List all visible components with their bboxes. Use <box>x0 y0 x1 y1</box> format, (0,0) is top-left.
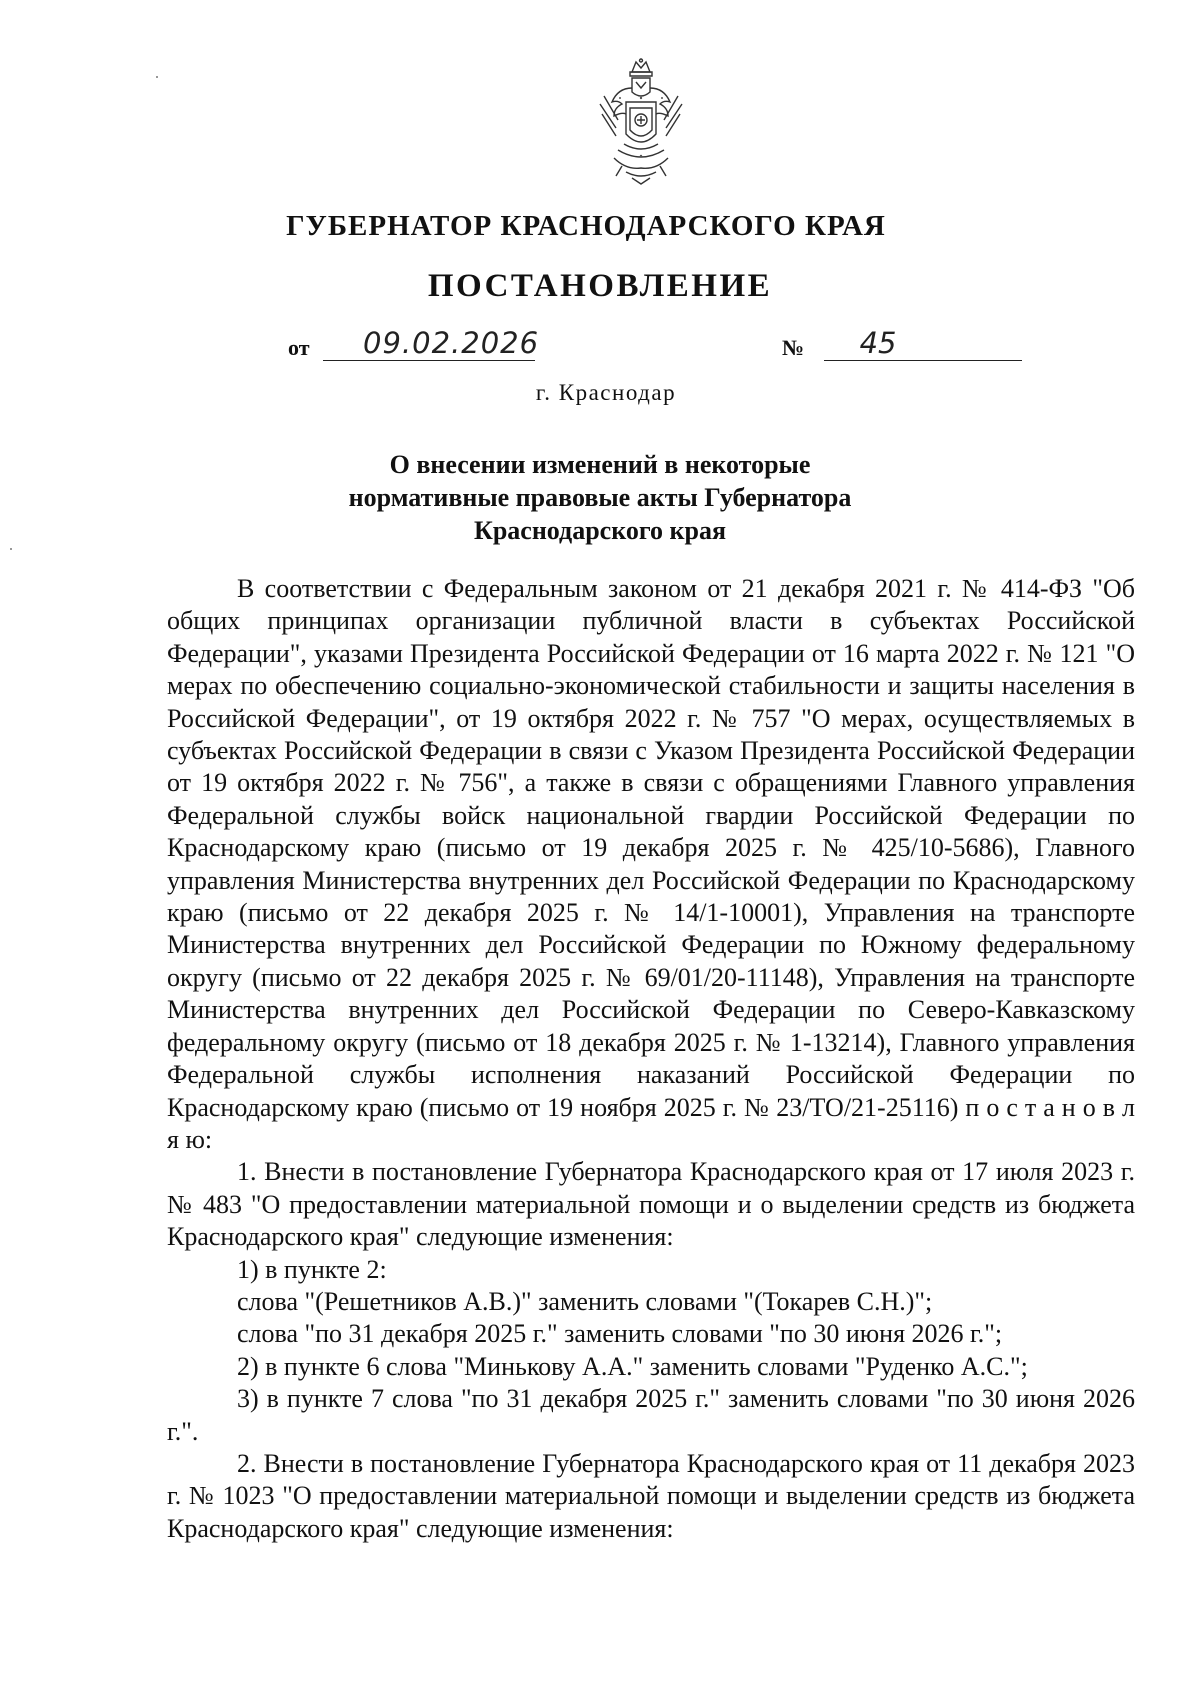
title-line: Краснодарского края <box>473 516 727 545</box>
list-item: 1) в пункте 2: <box>237 1254 387 1284</box>
number-field <box>782 326 1022 361</box>
scan-speck <box>156 76 158 78</box>
coat-of-arms-icon <box>596 58 686 186</box>
handwritten-date: 09.02.2026 <box>363 326 540 360</box>
date-prefix: от <box>288 335 310 360</box>
city: г. Краснодар <box>535 380 677 405</box>
title-line: О внесении изменений в некоторые <box>389 450 811 479</box>
number-underline <box>824 326 1022 361</box>
list-item: слова "(Решетников А.В.)" заменить словами "(Токарев С.Н.)"; <box>237 1286 933 1316</box>
issuing-authority: ГУБЕРНАТОР КРАСНОДАРСКОГО КРАЯ <box>286 210 886 242</box>
list-item: 3) в пункте 7 слова "по 31 декабря 2025 г." заменить словами "по 30 июня 2026 г.". <box>167 1384 1135 1446</box>
date-field <box>288 326 540 361</box>
title-line: нормативные правовые акты Губернатора <box>348 483 852 512</box>
scan-speck <box>10 548 12 550</box>
document-type: ПОСТАНОВЛЕНИЕ <box>427 268 773 304</box>
preamble-paragraph <box>167 573 1135 1156</box>
number-prefix: № <box>782 335 805 360</box>
document-title <box>0 448 1200 547</box>
preamble-text: В соответствии с Федеральным законом от 21 декабря 2021 г. № 414-ФЗ "Об общих принципах организации публичной власти в субъектах Российской Федерации", указами Президента Российской Федерации от 16 марта 2022 г. № 121 "О мерах по обеспечению социально-экономической стабильности и защиты населения в Российской Федерации", от 19 октября 2022 г. № 757 "О мерах, осуществляемых в субъектах Российской Федерации в связи с Указом Президента Российской Федерации от 19 октября 2022 г. № 756", а также в связи с обращениями Главного управления Федеральной службы войск национальной гвардии Российской Федерации по Краснодарскому краю (письмо от 19 декабря 2025 г. № 425/10-5686), Главного управления Министерства внутренних дел Российской Федерации по Краснодарскому краю (письмо от 22 декабря 2025 г. № 14/1-10001), Управления на транспорте Министерства внутренних дел Российской Федерации по Южному федеральному округу (письмо от 22 декабря 2025 г. № 69/01/20-11148), Управления на транспорте Министерства внутренних дел Российской Федерации по Северо-Кавказскому федеральному округу (письмо от 18 декабря 2025 г. № 1-13214), Главного управления Федеральной службы исполнения наказаний Российской Федерации по Краснодарскому краю (письмо от 19 ноября 2025 г. № 23/ТО/21-25116) <box>167 574 1135 1122</box>
date-underline <box>323 326 540 361</box>
document-body <box>167 573 1135 1545</box>
list-item: 2) в пункте 6 слова "Минькову А.А." заменить словами "Руденко А.С."; <box>237 1351 1028 1381</box>
list-item: 1. Внести в постановление Губернатора Краснодарского края от 17 июля 2023 г. № 483 "О предоставлении материальной помощи и о выделении средств из бюджета Краснодарского края" следующие изменения: <box>167 1157 1135 1252</box>
handwritten-number: 45 <box>859 326 897 360</box>
decree-word: п о с т а н о в л я ю: <box>167 1092 1135 1154</box>
list-item: слова "по 31 декабря 2025 г." заменить словами "по 30 июня 2026 г."; <box>237 1319 1003 1349</box>
list-item: 2. Внести в постановление Губернатора Краснодарского края от 11 декабря 2023 г. № 1023 "О предоставлении материальной помощи и выделении средств из бюджета Краснодарского края" следующие изменения: <box>167 1448 1135 1543</box>
